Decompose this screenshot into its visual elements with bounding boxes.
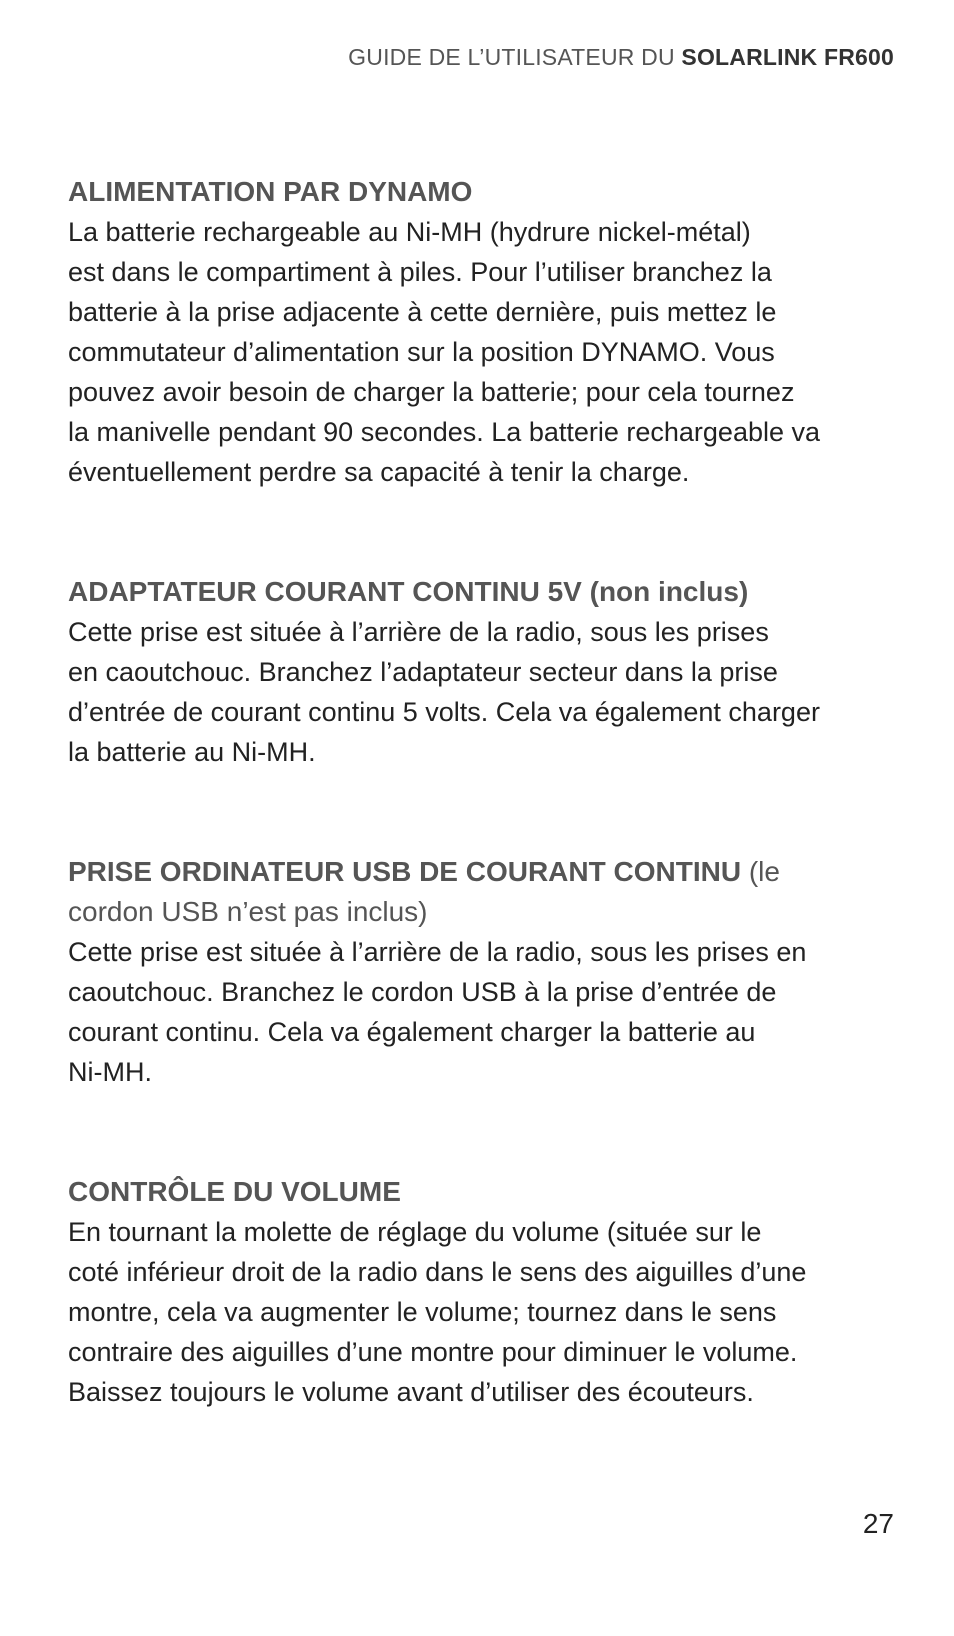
section-title-text: PRISE ORDINATEUR USB DE COURANT CONTINU: [68, 856, 742, 887]
running-header: [348, 44, 894, 71]
section-title: [68, 852, 908, 932]
section-title: [68, 572, 908, 612]
section-title-text: ADAPTATEUR COURANT CONTINU 5V (non inclus): [68, 576, 749, 607]
section-body: La batterie rechargeable au Ni-MH (hydrure nickel-métal) est dans le compartiment à piles. Pour l’utiliser branchez la batterie à la prise adjacente à cette dernière, puis mettez le commutateur d’alimentation sur la position DYNAMO. Vous pouvez avoir besoin de charger la batterie; pour cela tournez la manivelle pendant 90 secondes. La batterie rechargeable va éventuellement perdre sa capacité à tenir la charge.: [68, 217, 821, 487]
running-header-brand: SOLARLINK FR600: [681, 44, 894, 70]
section-title-text: CONTRÔLE DU VOLUME: [68, 1176, 401, 1207]
section-title: [68, 172, 908, 212]
section-title: [68, 1172, 908, 1212]
section-body: Cette prise est située à l’arrière de la radio, sous les prises en caoutchouc. Branchez l’adaptateur secteur dans la prise d’entrée de courant continu 5 volts. Cela va également charger la batterie au Ni-MH.: [68, 617, 820, 767]
section-title-text: ALIMENTATION PAR DYNAMO: [68, 176, 473, 207]
section-usb-port: [68, 852, 908, 1092]
section-dc-adapter: [68, 572, 908, 772]
running-header-prefix: GUIDE DE L’UTILISATEUR DU: [348, 44, 682, 70]
section-dynamo-power: [68, 172, 908, 492]
page-number: 27: [862, 1508, 894, 1539]
section-body: Cette prise est située à l’arrière de la radio, sous les prises en caoutchouc. Branchez le cordon USB à la prise d’entrée de courant continu. Cela va également charger la batterie au Ni-MH.: [68, 937, 807, 1087]
section-title-suffix: (le cordon USB n’est pas inclus): [68, 856, 780, 927]
section-volume-control: [68, 1172, 908, 1412]
section-body: En tournant la molette de réglage du volume (située sur le coté inférieur droit de la radio dans le sens des aiguilles d’une montre, cela va augmenter le volume; tournez dans le sens contraire des aiguilles d’une montre pour diminuer le volume. Baissez toujours le volume avant d’utiliser des écouteurs.: [68, 1217, 807, 1407]
